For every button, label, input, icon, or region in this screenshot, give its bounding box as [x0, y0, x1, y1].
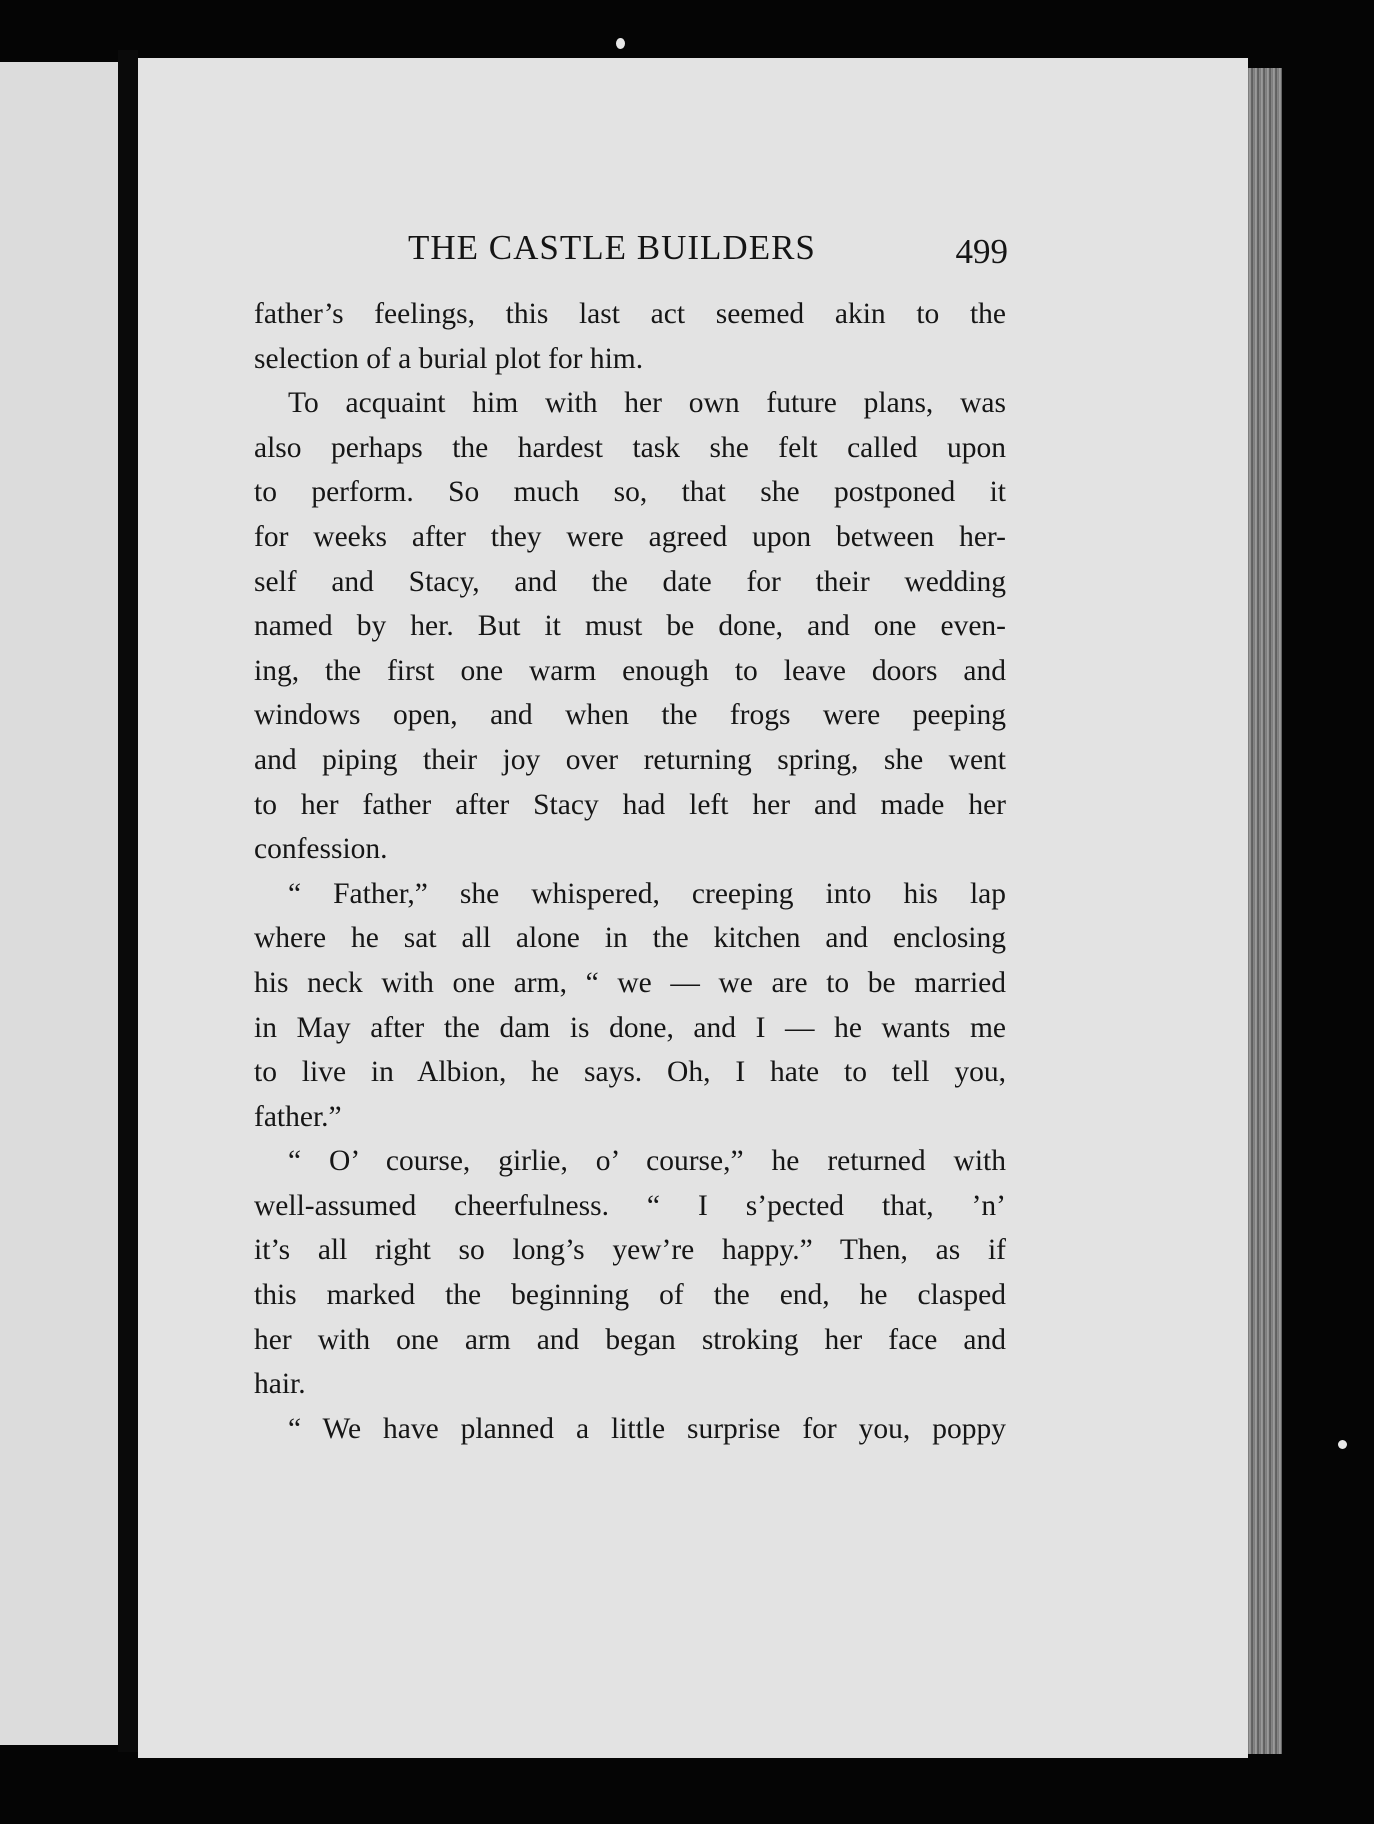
page-number: 499 [955, 232, 1008, 271]
text-line: father’s feelings, this last act seemed akin to the [254, 298, 1006, 330]
text-line: to her father after Stacy had left her and made her [254, 788, 1006, 821]
text-line: well-assumed cheerfulness. “ I s’pected that, ’n’ [254, 1189, 1006, 1222]
text-line: named by her. But it must be done, and one even- [254, 610, 1006, 643]
body-text [254, 292, 1006, 1451]
text-line: selection of a burial plot for him. [254, 342, 644, 375]
text-line: “ O’ course, girlie, o’ course,” he returned with [288, 1145, 1006, 1178]
text-line: also perhaps the hardest task she felt called upon [254, 431, 1006, 464]
page-header [254, 220, 1008, 280]
text-line: to live in Albion, he says. Oh, I hate to tell you, [254, 1056, 1006, 1089]
running-title: THE CASTLE BUILDERS [408, 228, 816, 267]
text-line: hair. [254, 1368, 306, 1401]
page-stack-edges [1248, 68, 1282, 1754]
text-line: father.” [254, 1100, 342, 1133]
text-line: “ We have planned a little surprise for you, poppy [288, 1412, 1006, 1445]
text-line: his neck with one arm, “ we — we are to be married [254, 966, 1006, 999]
scan-speck [616, 38, 625, 49]
text-line: this marked the beginning of the end, he clasped [254, 1279, 1006, 1312]
text-line: “ Father,” she whispered, creeping into his lap [288, 877, 1006, 910]
text-line: confession. [254, 833, 388, 866]
book-gutter [118, 50, 138, 1752]
scan-speck [1338, 1440, 1347, 1449]
text-line: to perform. So much so, that she postponed it [254, 476, 1006, 509]
text-line: self and Stacy, and the date for their wedding [254, 565, 1006, 598]
text-line: for weeks after they were agreed upon between her- [254, 520, 1006, 553]
text-line: it’s all right so long’s yew’re happy.” Then, as if [254, 1234, 1006, 1267]
text-line: To acquaint him with her own future plans, was [288, 387, 1006, 420]
facing-page-edge [0, 62, 118, 1745]
text-line: where he sat all alone in the kitchen and enclosing [254, 922, 1006, 955]
text-line: her with one arm and began stroking her face and [254, 1323, 1006, 1356]
text-line: ing, the first one warm enough to leave doors and [254, 654, 1006, 687]
text-line: windows open, and when the frogs were peeping [254, 699, 1006, 732]
text-line: and piping their joy over returning spring, she went [254, 743, 1006, 776]
text-line: in May after the dam is done, and I — he wants me [254, 1011, 1006, 1044]
